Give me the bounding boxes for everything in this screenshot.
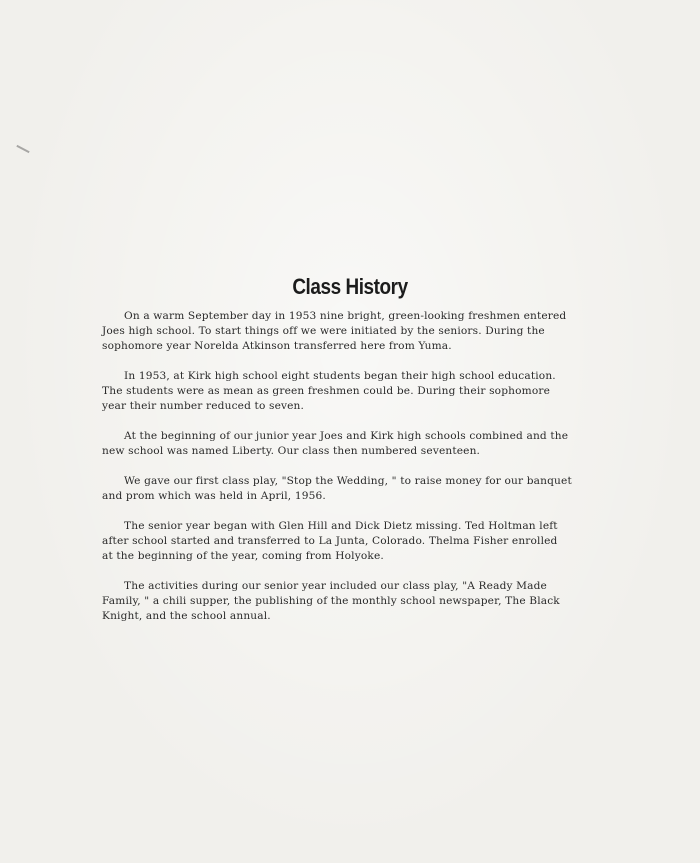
paper-mark (16, 145, 29, 153)
text-line: In 1953, at Kirk high school eight students began their high school education. (124, 370, 556, 382)
text-line: sophomore year Norelda Atkinson transferred here from Yuma. (102, 340, 452, 352)
text-line: Family, " a chili supper, the publishing of the monthly school newspaper, The Black (102, 595, 560, 607)
text-line: We gave our first class play, "Stop the Wedding, " to raise money for our banquet (124, 475, 572, 487)
paragraph-senior-year (102, 519, 632, 564)
page-title: Class History (292, 274, 408, 299)
paragraph-activities (102, 579, 632, 624)
text-line: and prom which was held in April, 1956. (102, 490, 326, 502)
paragraph-freshman-year (102, 309, 632, 354)
text-line: Knight, and the school annual. (102, 610, 271, 622)
text-line: The students were as mean as green freshmen could be. During their sophomore (102, 385, 550, 397)
text-line: The activities during our senior year included our class play, "A Ready Made (124, 580, 547, 592)
text-line: On a warm September day in 1953 nine bright, green-looking freshmen entered (124, 310, 567, 322)
text-line: new school was named Liberty. Our class then numbered seventeen. (102, 445, 481, 457)
text-line: The senior year began with Glen Hill and Dick Dietz missing. Ted Holtman left (124, 520, 558, 532)
paragraph-kirk-school (102, 369, 632, 414)
text-line: after school started and transferred to La Junta, Colorado. Thelma Fisher enrolled (102, 535, 558, 547)
paragraph-junior-year (102, 429, 632, 459)
document-body (102, 309, 632, 639)
text-line: at the beginning of the year, coming from Holyoke. (102, 550, 384, 562)
text-line: Joes high school. To start things off we were initiated by the seniors. During the (102, 325, 545, 337)
text-line: At the beginning of our junior year Joes and Kirk high schools combined and the (124, 430, 569, 442)
paragraph-class-play (102, 474, 632, 504)
text-line: year their number reduced to seven. (102, 400, 305, 412)
